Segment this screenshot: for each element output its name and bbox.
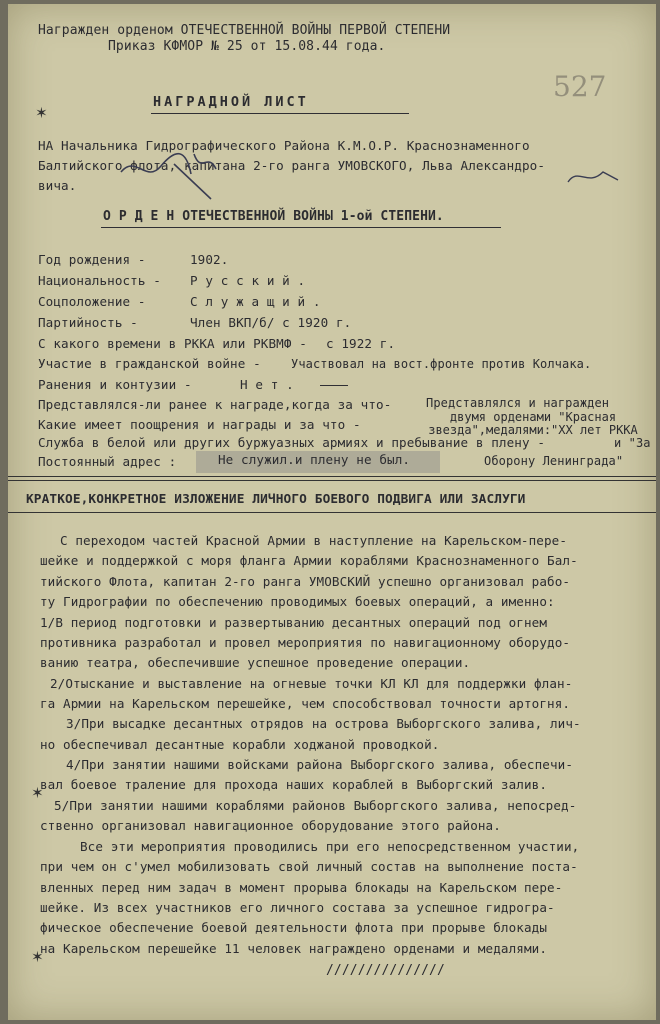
section-divider-bottom xyxy=(8,512,656,516)
field-social-status-label: Соцположение - xyxy=(38,294,146,309)
field-previous-awards-value: Представлялся и награжден xyxy=(426,396,610,410)
end-mark: /////////////// xyxy=(326,963,445,978)
section-divider-top xyxy=(8,476,656,481)
section-heading: КРАТКОЕ,КОНКРЕТНОЕ ИЗЛОЖЕНИЕ ЛИЧНОГО БОЕВОГО ПОДВИГА ИЛИ ЗАСЛУГИ xyxy=(26,492,526,507)
body-line: С переходом частей Красной Армии в наступление на Карельском-пере- xyxy=(60,533,568,548)
body-line: на Карельском перешейке 11 человек награждено орденами и медалями. xyxy=(40,941,548,956)
field-wounds-value: Н е т . xyxy=(240,377,294,392)
body-line: ственно организовал навигационное оборудование этого района. xyxy=(40,818,501,833)
field-address-label: Постоянный адрес : xyxy=(38,454,177,469)
recipient-line-1: НА Начальника Гидрографического Района К.М.О.Р. Краснознаменного xyxy=(38,138,530,153)
field-service-since-value: с 1922 г. xyxy=(326,336,396,351)
handwritten-signature xyxy=(116,144,226,204)
field-birth-year-label: Год рождения - xyxy=(38,252,146,267)
award-name: О Р Д Е Н ОТЕЧЕСТВЕННОЙ ВОЙНЫ 1-ой СТЕПЕНИ. xyxy=(103,209,444,224)
body-line: фическое обеспечение боевой деятельности флота при прорыве блокады xyxy=(40,920,548,935)
field-social-status-value: С л у ж а щ и й . xyxy=(190,294,321,309)
field-nationality-label: Национальность - xyxy=(38,273,161,288)
body-line: ту Гидрографии по обеспечению проводимых боевых операций, а именно: xyxy=(40,594,555,609)
field-birth-year-value: 1902. xyxy=(190,252,229,267)
title-underline xyxy=(151,113,409,114)
field-white-army-value: и "За xyxy=(614,436,651,450)
body-line: 4/При занятии нашими войсками района Выборгского залива, обеспечи- xyxy=(66,757,574,772)
archive-number: 527 xyxy=(553,70,607,103)
body-line: ванию театра, обеспечившие успешное проведение операции. xyxy=(40,655,471,670)
field-honors-label: Какие имеет поощрения и награды и за что - xyxy=(38,417,361,432)
field-party-label: Партийность - xyxy=(38,315,138,330)
body-line: при чем он с'умел мобилизовать свой личный состав на выполнение поста- xyxy=(40,859,578,874)
document-title: НАГРАДНОЙ ЛИСТ xyxy=(153,94,309,110)
field-party-value: Член ВКП/б/ с 1920 г. xyxy=(190,315,352,330)
pin-hole-icon: ✶ xyxy=(32,946,43,967)
award-decree-line: Награжден орденом ОТЕЧЕСТВЕННОЙ ВОЙНЫ ПЕРВОЙ СТЕПЕНИ xyxy=(38,23,451,38)
body-line: га Армии на Карельском перешейке, чем способствовал точности артогня. xyxy=(40,696,571,711)
field-white-army-label: Служба в белой или других буржуазных армиях и пребывание в плену - xyxy=(38,435,546,450)
body-line: 3/При высадке десантных отрядов на острова Выборгского залива, лич- xyxy=(66,716,581,731)
body-line: Все эти мероприятия проводились при его непосредственном участии, xyxy=(80,839,580,854)
award-sheet xyxy=(8,4,656,1020)
body-line: вал боевое траление для прохода наших кораблей в Выборгский залив. xyxy=(40,777,548,792)
order-reference-line: Приказ КФМОР № 25 от 15.08.44 года. xyxy=(108,39,386,54)
body-line: шейке и поддержкой с моря фланга Армии кораблями Краснознаменного Бал- xyxy=(40,553,578,568)
body-line: шейке. Из всех участников его личного состава за успешное гидрогра- xyxy=(40,900,555,915)
body-line: 1/В период подготовки и развертыванию десантных операций под огнем xyxy=(40,615,548,630)
pin-hole-icon: ✶ xyxy=(32,782,43,803)
field-address-value: Не служил.и плену не был. xyxy=(218,452,411,467)
pin-hole-icon: ✶ xyxy=(36,102,47,123)
blank-dash xyxy=(320,385,348,386)
field-civil-war-label: Участие в гражданской войне - xyxy=(38,356,261,371)
body-line: тийского Флота, капитан 2-го ранга УМОВСКИЙ успешно организовал рабо- xyxy=(40,574,571,589)
award-underline xyxy=(101,227,501,228)
body-line: вленных перед ним задач в момент прорыва блокады на Карельском пере- xyxy=(40,880,563,895)
recipient-line-2: Балтийского флота, капитана 2-го ранга УМОВСКОГО, Льва Александро- xyxy=(38,158,546,173)
field-wounds-label: Ранения и контузии - xyxy=(38,377,192,392)
body-line: противника разработал и провел мероприятия по навигационному оборудо- xyxy=(40,635,571,650)
field-nationality-value: Р у с с к и й . xyxy=(190,273,306,288)
field-civil-war-value: Участвовал на вост.фронте против Колчака. xyxy=(291,357,592,371)
body-line: 2/Отыскание и выставление на огневые точки КЛ КЛ для поддержки флан- xyxy=(50,676,573,691)
margin-mark xyxy=(563,162,623,192)
field-previous-awards-label: Представлялся-ли ранее к награде,когда за что- xyxy=(38,397,392,412)
body-line: 5/При занятии нашими кораблями районов Выборгского залива, непосред- xyxy=(54,798,577,813)
recipient-line-3: вича. xyxy=(38,178,77,193)
field-service-since-label: С какого времени в РККА или РКВМФ - xyxy=(38,336,307,351)
field-address-extra: Оборону Ленинграда" xyxy=(484,454,624,468)
field-honors-value: двумя орденами "Красная звезда",медалями:"ХХ лет РККА xyxy=(428,410,638,437)
body-line: но обеспечивал десантные корабли ходжаной проводкой. xyxy=(40,737,440,752)
